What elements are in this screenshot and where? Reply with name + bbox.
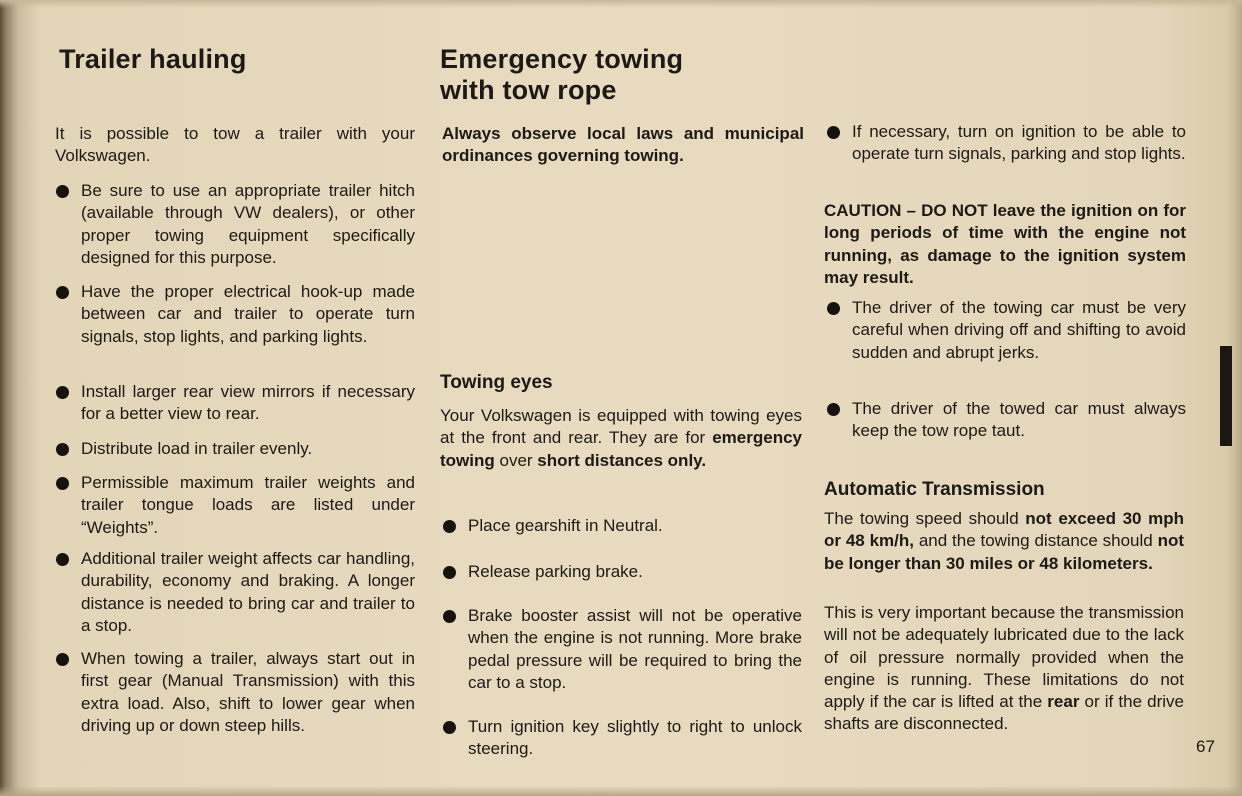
lubrication-text: This is very important because the transmission will not be adequately lubricated due to the lack of oil pressure normally provided when the engine is running. These limitations do not apply if the car is lifted at the rear or if the drive shafts are disconnected.	[824, 603, 1184, 734]
section-tab-marker	[1220, 346, 1232, 446]
list-item: Distribute load in trailer evenly.	[55, 438, 415, 460]
automatic-transmission-title: Automatic Transmission	[824, 479, 1045, 500]
towing-speed-text: The towing speed should not exceed 30 mph or 48 km/h, and the towing distance should not be longer than 30 miles or 48 kilometers.	[824, 509, 1184, 573]
list-item: Turn ignition key slightly to right to unlock steering.	[442, 716, 802, 761]
list-item: Additional trailer weight affects car handling, durability, economy and braking. A longer distance is needed to bring car and trailer to a stop.	[55, 548, 415, 637]
bullet-icon	[443, 721, 456, 734]
local-laws-warning: Always observe local laws and municipal ordinances governing towing.	[442, 124, 804, 166]
towing-eyes-text: Your Volkswagen is equipped with towing eyes at the front and rear. They are for emergency towing over short distances only.	[440, 406, 802, 470]
bullet-icon	[443, 520, 456, 533]
bullet-icon	[827, 403, 840, 416]
bullet-icon	[443, 610, 456, 623]
ignition-caution: CAUTION – DO NOT leave the ignition on for long periods of time with the engine not running, as damage to the ignition system may result.	[824, 201, 1186, 287]
trailer-hauling-title: Trailer hauling	[59, 44, 247, 74]
bullet-icon	[827, 126, 840, 139]
bullet-icon	[56, 443, 69, 456]
list-item: Be sure to use an appropriate trailer hitch (available through VW dealers), or other proper towing equipment specifically designed for this purpose.	[55, 180, 415, 269]
bullet-icon	[56, 286, 69, 299]
page-number: 67	[1196, 737, 1215, 756]
list-item: When towing a trailer, always start out in first gear (Manual Transmission) with this extra load. Also, shift to lower gear when driving up or down steep hills.	[55, 648, 415, 737]
page-edge-top	[0, 0, 1242, 8]
trailer-intro: It is possible to tow a trailer with your Volkswagen.	[55, 124, 415, 166]
bullet-icon	[443, 566, 456, 579]
list-item: Release parking brake.	[442, 561, 802, 583]
list-item: Place gearshift in Neutral.	[442, 515, 802, 537]
emergency-towing-title: Emergency towing with tow rope	[440, 44, 684, 105]
list-item: Have the proper electrical hook-up made between car and trailer to operate turn signals, stop lights, and parking lights.	[55, 281, 415, 348]
list-item: If necessary, turn on ignition to be able to operate turn signals, parking and stop lights.	[826, 121, 1186, 166]
bullet-icon	[56, 477, 69, 490]
list-item: Permissible maximum trailer weights and trailer tongue loads are listed under “Weights”.	[55, 472, 415, 539]
list-item: Brake booster assist will not be operative when the engine is not running. More brake pedal pressure will be required to bring the car to a stop.	[442, 605, 802, 694]
page-edge-bottom	[0, 786, 1242, 796]
list-item: The driver of the towing car must be very careful when driving off and shifting to avoid sudden and abrupt jerks.	[826, 297, 1186, 364]
bullet-icon	[56, 653, 69, 666]
list-item: The driver of the towed car must always keep the tow rope taut.	[826, 398, 1186, 443]
bullet-icon	[56, 185, 69, 198]
bullet-icon	[56, 386, 69, 399]
bullet-icon	[56, 553, 69, 566]
bullet-icon	[827, 302, 840, 315]
towing-eyes-title: Towing eyes	[440, 372, 553, 393]
list-item: Install larger rear view mirrors if necessary for a better view to rear.	[55, 381, 415, 426]
